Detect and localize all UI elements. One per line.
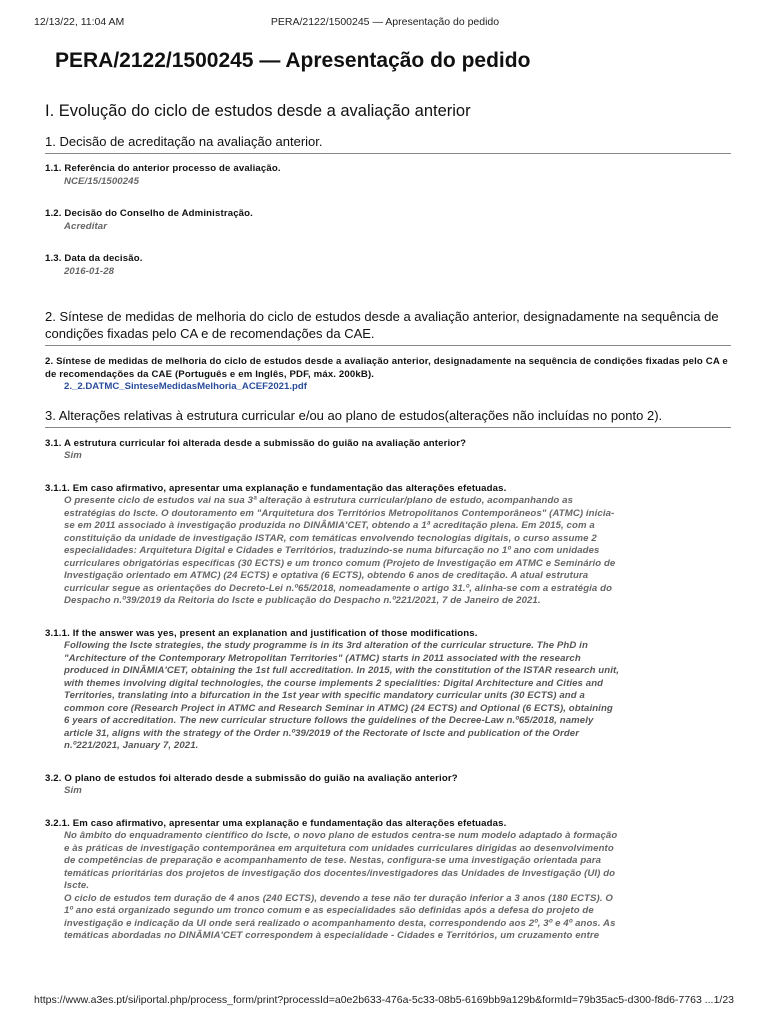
subsection-title-1: 1. Decisão de acreditação na avaliação anterior. — [45, 133, 731, 154]
subsection-title-3: 3. Alterações relativas à estrutura curricular e/ou ao plano de estudos(alterações não incluídas no ponto 2). — [45, 407, 731, 428]
question-1-2: 1.2. Decisão do Conselho de Administração. — [45, 208, 253, 219]
section-title: I. Evolução do ciclo de estudos desde a avaliação anterior — [45, 102, 471, 120]
answer-3-1-1: O presente ciclo de estudos vai na sua 3ª alteração à estrutura curricular/plano de estudo, acompanhando as estratégias do Iscte. O doutoramento em "Arquitetura dos Territórios Metropolitanos Contemporâneos" (ATMC) inicia- se em 2011 associado à investigação produzida no DINÂMIA'CET, obtendo a 1ª acreditação plena. Em 2015, com a constituição da unidade de investigação ISTAR, com temáticas envolvendo tecnologias digitais, o curso assume 2 especialidades: Arquitetura Digital e Cidades e Territórios, traduzindo-se numa bifurcação no 1º ano com unidades curriculares obrigatórias específicas (30 ECTS) e um tronco comum (Projeto de Investigação em ATMC e Seminário de Investigação orientado em ATMC) (24 ECTS) e optativa (6 ECTS), obtendo 6 anos de creditação. A atual estrutura curricular segue as orientações do Decreto-Lei n.º65/2018, nomeadamente o artigo 31.º, alinha-se com a estratégia do Despacho n.º39/2019 da Reitoria do Iscte e publicação do Despacho n.º221/2021, 7 de Janeiro de 2021. — [64, 495, 616, 606]
answer-3-1: Sim — [64, 450, 82, 461]
print-header-title: PERA/2122/1500245 — Apresentação do pedido — [270, 16, 500, 28]
question-3-2: 3.2. O plano de estudos foi alterado desde a submissão do guião na avaliação anterior? — [45, 772, 458, 784]
question-3-1-1: 3.1.1. Em caso afirmativo, apresentar uma explanação e fundamentação das alterações efetuadas. — [45, 482, 507, 494]
answer-3-1-1-en: Following the Iscte strategies, the study programme is in its 3rd alteration of the curricular structure. The PhD in "Architecture of the Contemporary Metropolitan Territories" (ATMC) starts in 2011 associated with the research produced in DINÂMIA'CET, obtaining the 1st full accreditation. In 2015, with the constitution of the ISTAR research unit, with themes involving digital technologies, the course implements 2 specialities: Digital Architecture and Cities and Territories, translating into a bifurcation in the 1st year with specific mandatory curricular units (30 ECTS) and a common core (Research Project in ATMC and Research Seminar in ATMC) (24 ECTS) and Optional (6 ECTS), obtaining 6 years of accreditation. The new curricular structure follows the guidelines of the Decree-Law n.º65/2018, namely article 31, aligns with the strategy of the Order n.º39/2019 of the Rectorate of Iscte and publication of the Order n.º221/2021, January 7, 2021. — [64, 640, 620, 751]
print-datetime: 12/13/22, 11:04 AM — [34, 16, 125, 28]
print-footer-url: https://www.a3es.pt/si/iportal.php/process_form/print?processId=a0e2b633-476a-5c33-08b5-6169bb9a129b&formId=79b35ac5-d300-f8d6-7763 ... — [34, 994, 714, 1006]
synthesis-pdf-link[interactable]: 2._2.DATMC_SinteseMedidasMelhoria_ACEF2021.pdf — [64, 381, 307, 392]
answer-3-2: Sim — [64, 785, 82, 796]
answer-1-3: 2016-01-28 — [64, 265, 115, 277]
answer-3-2-1: No âmbito do enquadramento científico do Iscte, o novo plano de estudos centra-se num modelo adaptado à formação e às práticas de investigação contemporânea em arquitetura com unidades curriculares dirigidas ao desenvolvimento de competências de preparação e acompanhamento de tese. Nestas, configura-se uma investigação orientada para temáticas prioritárias dos projetos de investigação dos docentes/investigadores das Unidades de Investigação (UI) do Iscte. O ciclo de estudos tem duração de 4 anos (240 ECTS), devendo a tese não ter duração inferior a 3 anos (180 ECTS). O 1º ano está organizado segundo um tronco comum e as especialidades são definidas após a defesa do projeto de investigação e indicação da UI onde será realizado o acompanhamento desta, correspondendo aos 2º, 3º e 4º anos. As temáticas abordadas no DINÂMIA'CET correspondem à especialidade - Cidades e Territórios, um cruzamento entre — [64, 830, 618, 941]
page-number: 1/23 — [713, 994, 734, 1006]
question-1-3: 1.3. Data da decisão. — [45, 253, 143, 264]
document-content — [45, 46, 731, 943]
question-3-1: 3.1. A estrutura curricular foi alterada desde a submissão do guião na avaliação anterior? — [45, 437, 467, 449]
subsection-title-2: 2. Síntese de medidas de melhoria do ciclo de estudos desde a avaliação anterior, designadamente na sequência de condições fixadas pelo CA e de recomendações da CAE. — [45, 308, 731, 346]
question-3-2-1: 3.2.1. Em caso afirmativo, apresentar uma explanação e fundamentação das alterações efetuadas. — [45, 817, 507, 829]
question-3-1-1-en: 3.1.1. If the answer was yes, present an explanation and justification of those modifications. — [45, 627, 478, 639]
question-2: 2. Síntese de medidas de melhoria do ciclo de estudos desde a avaliação anterior, designadamente na sequência de condições fixadas pelo CA e de recomendações da CAE (Português e em Inglês, PDF, máx. 200kB). — [45, 356, 728, 380]
answer-1-1: NCE/15/1500245 — [64, 175, 140, 187]
answer-1-2: Acreditar — [64, 220, 108, 232]
page-title: PERA/2122/1500245 — Apresentação do pedido — [55, 49, 531, 72]
question-1-1: 1.1. Referência do anterior processo de avaliação. — [45, 163, 281, 174]
